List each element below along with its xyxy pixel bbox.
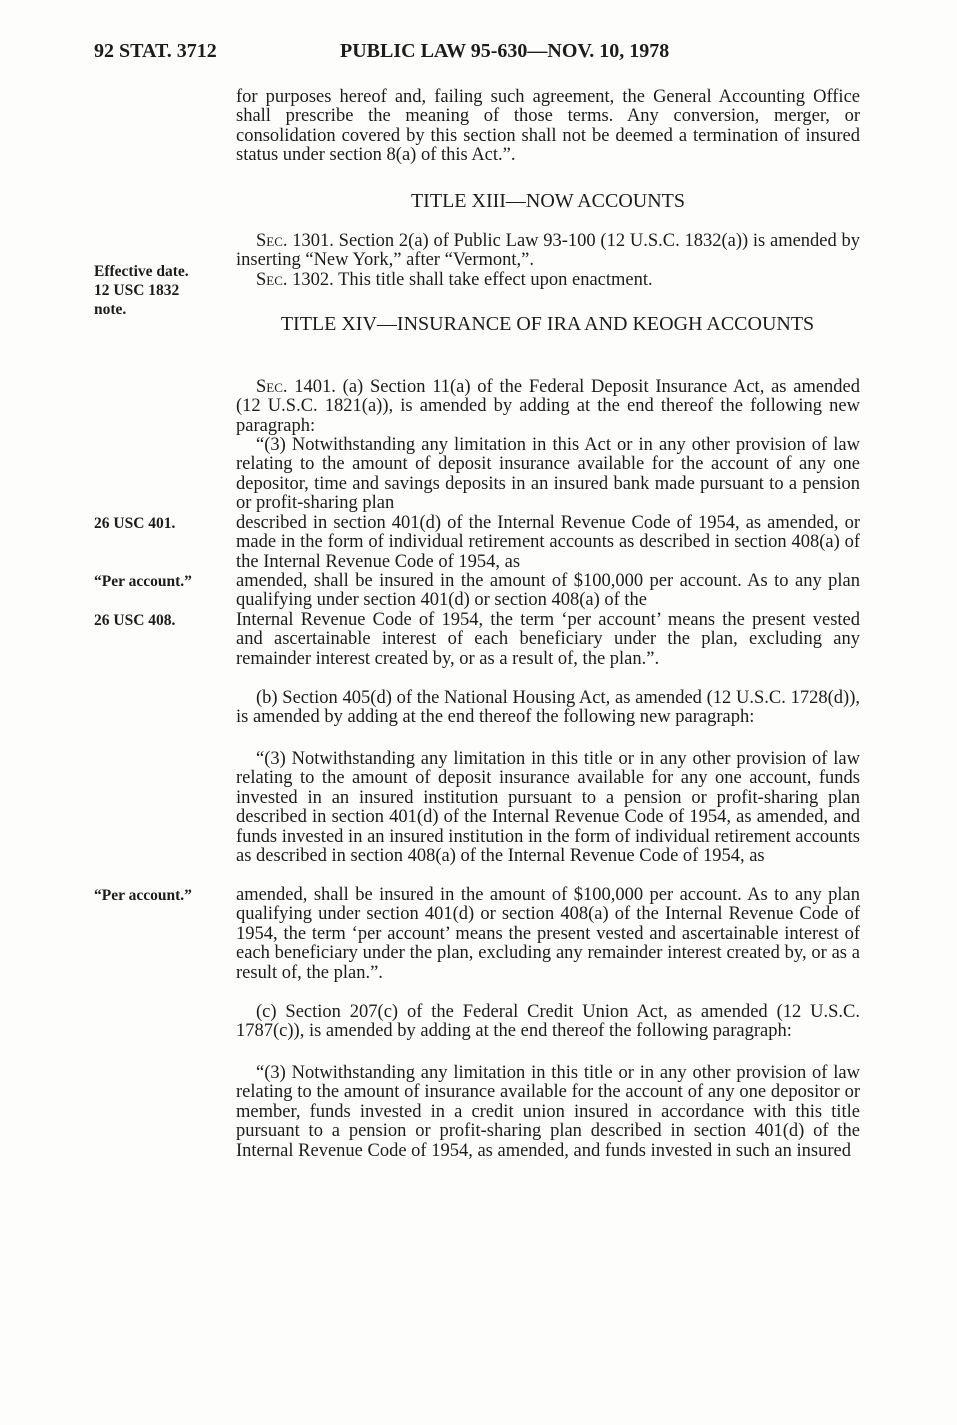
paragraph-text: Internal Revenue Code of 1954, the term ‘per account’ means the present vested and ascertainable interest of each beneficiary under the plan, excluding any remainder interest created by, or as a result of, the plan.”.: [236, 610, 860, 669]
title-xiii-heading: TITLE XIII—NOW ACCOUNTS: [410, 190, 686, 212]
margin-note-per-account: “Per account.”: [94, 887, 192, 904]
section-1301: [236, 232, 860, 271]
paragraph-a3-part4: [236, 611, 860, 669]
margin-note-effective-date: Effective date.: [94, 263, 189, 280]
section-text: This title shall take effect upon enactment.: [338, 270, 653, 290]
section-label: Sec. 1302.: [256, 270, 334, 290]
margin-note-usc-401: 26 USC 401.: [94, 515, 176, 532]
margin-note-usc-1832: 12 USC 1832: [94, 282, 180, 299]
paragraph-text: (c) Section 207(c) of the Federal Credit Union Act, as amended (12 U.S.C. 1787(c)), is amended by adding at the end thereof the following paragraph:: [236, 1002, 860, 1042]
stat-page-number: 92 STAT. 3712: [94, 40, 217, 62]
section-1401-c: [236, 1003, 860, 1042]
law-citation: PUBLIC LAW 95-630—NOV. 10, 1978: [340, 40, 670, 62]
paragraph-text: “(3) Notwithstanding any limitation in this title or in any other provision of law relating to the amount of insurance available for the account of any one depositor or member, funds invested in a credit union insured in accordance with this title pursuant to a pension or profit-sharing plan described in section 401(d) of the Internal Revenue Code of 1954, as amended, and funds invested in such an insured: [236, 1063, 860, 1161]
paragraph-text: “(3) Notwithstanding any limitation in this Act or in any other provision of law relating to the amount of deposit insurance available for the account of any one depositor, time and savings deposits in an insured bank made pursuant to a pension or profit-sharing plan: [236, 435, 860, 514]
paragraph-a3-part1: [236, 436, 860, 514]
paragraph-text: amended, shall be insured in the amount of $100,000 per account. As to any plan qualifying under section 401(d) or section 408(a) of the: [236, 571, 860, 611]
section-text: Section 2(a) of Public Law 93-100 (12 U.S.C. 1832(a)) is amended by inserting “New York,” after “Vermont,”.: [236, 231, 861, 271]
margin-note-note: note.: [94, 301, 127, 318]
section-label: Sec. 1301.: [256, 231, 334, 251]
intro-text: for purposes hereof and, failing such agreement, the General Accounting Office shall prescribe the meaning of those terms. Any conversion, merger, or consolidation covered by this section shall not be deemed a termination of insured status under section 8(a) of this Act.”.: [236, 87, 860, 166]
paragraph-b3-part2: [236, 886, 860, 983]
section-1401-b: [236, 689, 860, 728]
section-1302: [236, 271, 860, 290]
paragraph-text: described in section 401(d) of the Internal Revenue Code of 1954, as amended, or made in the form of individual retirement accounts as described in section 408(a) of the Internal Revenue Code of 1954, as: [236, 513, 860, 572]
paragraph-c3: [236, 1064, 860, 1161]
paragraph-text: (b) Section 405(d) of the National Housing Act, as amended (12 U.S.C. 1728(d)), is amended by adding at the end thereof the following new paragraph:: [236, 688, 860, 728]
margin-note-usc-408: 26 USC 408.: [94, 612, 176, 629]
paragraph-a3-part3: [236, 572, 860, 611]
margin-note-per-account: “Per account.”: [94, 573, 192, 590]
paragraph-text: “(3) Notwithstanding any limitation in this title or in any other provision of law relating to the amount of deposit insurance available for any one account, funds invested in an insured institution pursuant to a pension or profit-sharing plan described in section 401(d) of the Internal Revenue Code of 1954, as amended, and funds invested in an insured institution in the form of individual retirement accounts as described in section 408(a) of the Internal Revenue Code of 1954, as: [236, 749, 860, 867]
section-1401-a: [236, 378, 860, 436]
section-text: (a) Section 11(a) of the Federal Deposit Insurance Act, as amended (12 U.S.C. 1821(a)), is amended by adding at the end thereof the following new paragraph:: [236, 377, 861, 436]
running-header: [94, 40, 861, 66]
paragraph-a3-part2: [236, 514, 860, 572]
title-xiv-heading: TITLE XIV—INSURANCE OF IRA AND KEOGH ACCOUNTS: [280, 313, 815, 335]
paragraph-text: amended, shall be insured in the amount of $100,000 per account. As to any plan qualifying under section 401(d) or section 408(a) of the Internal Revenue Code of 1954, the term ‘per account’ means the present vested and ascertainable interest of each beneficiary under the plan, excluding any remainder interest created by, or as a result of, the plan.”.: [236, 885, 860, 983]
paragraph-b3-part1: [236, 750, 860, 866]
intro-paragraph: [236, 88, 860, 166]
section-label: Sec. 1401.: [256, 377, 336, 397]
